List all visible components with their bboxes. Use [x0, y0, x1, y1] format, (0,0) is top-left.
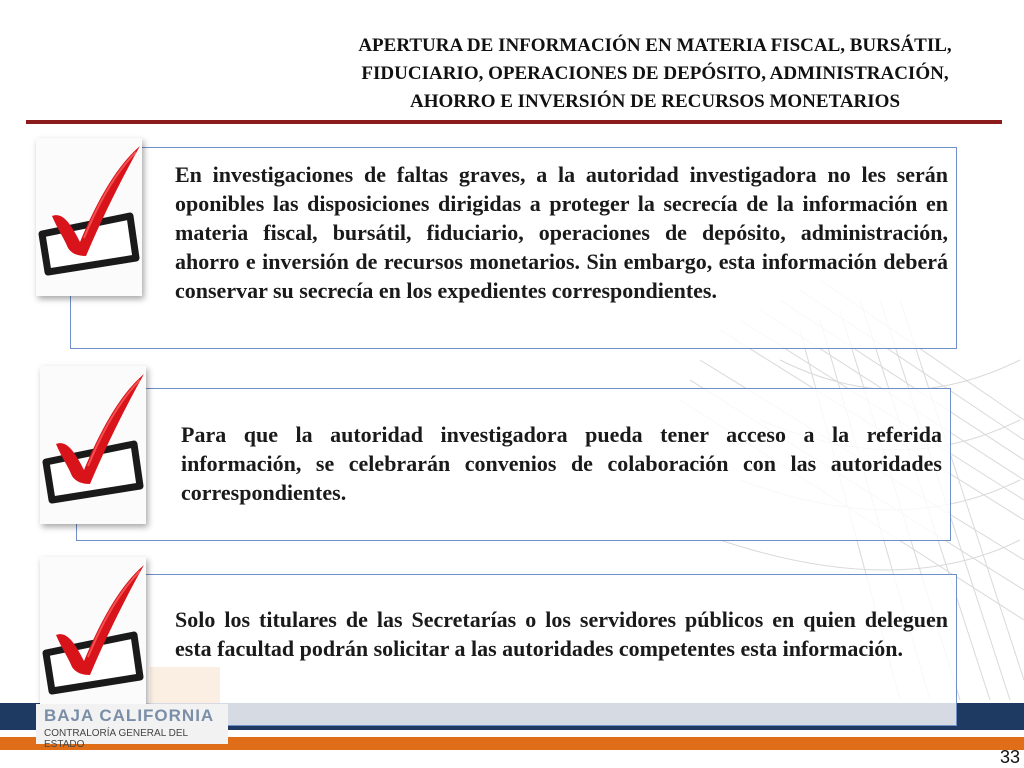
- checked-checkbox-icon: [40, 366, 146, 524]
- page-title: [270, 32, 1024, 116]
- item-text-2: Para que la autoridad investigadora pueda tener acceso a la referida información, se celebrarán convenios de colaboración con las autoridades correspondientes.: [181, 422, 942, 505]
- item-text-3: Solo los titulares de las Secretarías o los servidores públicos en quien deleguen esta facultad podrán solicitar a las autoridades competentes esta información.: [175, 607, 948, 661]
- logo-subtitle: CONTRALORÍA GENERAL DEL ESTADO: [44, 728, 188, 750]
- checked-checkbox-icon: [36, 138, 142, 296]
- contraloria-logo: [36, 704, 228, 750]
- page-number: 33: [999, 747, 1020, 767]
- title-underline: [26, 120, 1002, 124]
- title-line-2: FIDUCIARIO, OPERACIONES DE DEPÓSITO, ADMINISTRACIÓN,: [361, 63, 949, 84]
- checked-checkbox-icon: [40, 557, 146, 715]
- item-text-1: En investigaciones de faltas graves, a la autoridad investigadora no les serán oponibles las disposiciones dirigidas a proteger la secrecía de la información en materia fiscal, bursátil, fiduciario, operaciones de depósito, administración, ahorro e inversión de recursos monetarios. Sin embargo, esta información deberá conservar su secrecía en los expedientes correspondientes.: [175, 162, 948, 303]
- title-line-1: APERTURA DE INFORMACIÓN EN MATERIA FISCAL, BURSÁTIL,: [358, 35, 952, 56]
- logo-name: BAJA CALIFORNIA: [44, 706, 215, 725]
- title-line-3: AHORRO E INVERSIÓN DE RECURSOS MONETARIOS: [409, 91, 901, 112]
